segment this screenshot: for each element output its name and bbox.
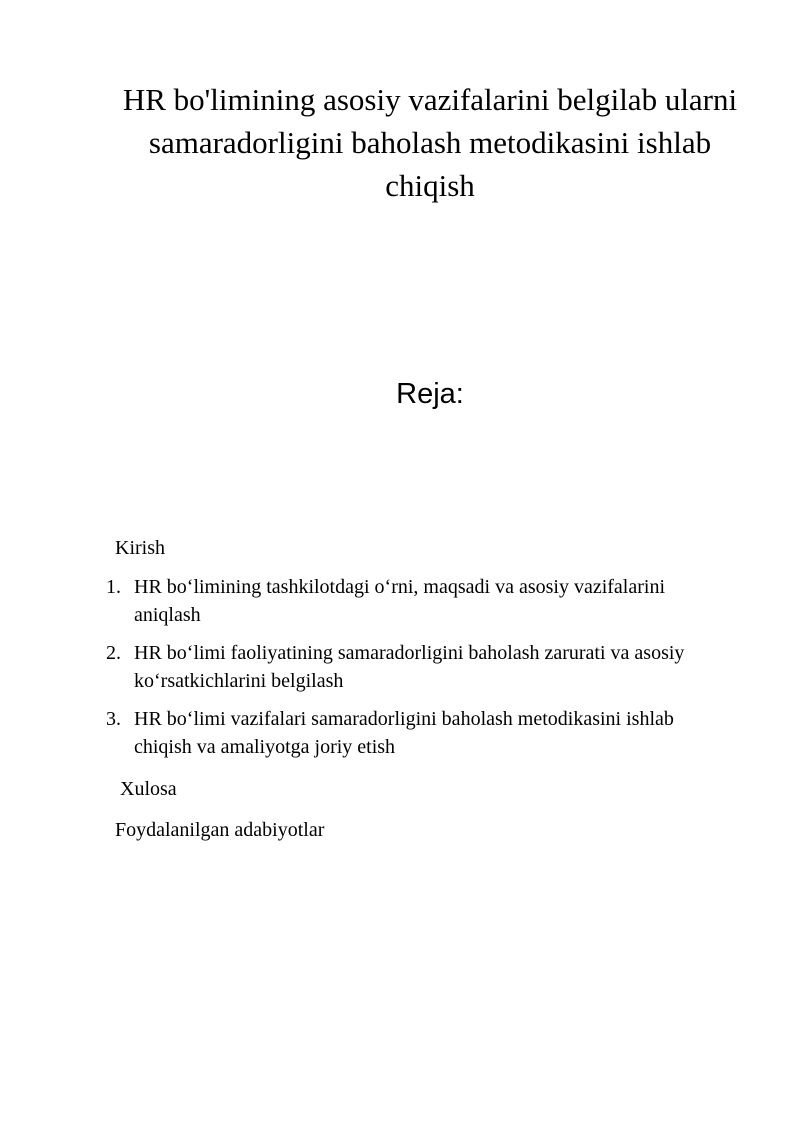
- plan-list: [106, 573, 746, 771]
- plan-item-2: [106, 639, 746, 695]
- document-title: HR bo'limining asosiy vazifalarini belgilab ularni samaradorligini baholash metodikasini ishlab chiqish: [122, 82, 738, 203]
- references-entry: Foydalanilgan adabiyotlar: [115, 819, 325, 841]
- conclusion-entry: Xulosa: [120, 778, 177, 800]
- plan-item-1: [106, 573, 746, 629]
- plan-item-number: 1.: [106, 576, 121, 598]
- plan-item-3: [106, 705, 746, 761]
- plan-item-number: 2.: [106, 642, 121, 664]
- intro-entry: Kirish: [115, 537, 165, 559]
- plan-item-text: HR bo‘limi vazifalari samaradorligini baholash metodikasini ishlab chiqish va amaliyotga joriy etish: [134, 708, 674, 758]
- plan-item-number: 3.: [106, 708, 121, 730]
- plan-heading: Reja:: [396, 378, 464, 410]
- plan-item-text: HR bo‘limi faoliyatining samaradorligini baholash zarurati va asosiy ko‘rsatkichlarini belgilash: [134, 642, 685, 692]
- plan-item-text: HR bo‘limining tashkilotdagi o‘rni, maqsadi va asosiy vazifalarini aniqlash: [134, 576, 666, 626]
